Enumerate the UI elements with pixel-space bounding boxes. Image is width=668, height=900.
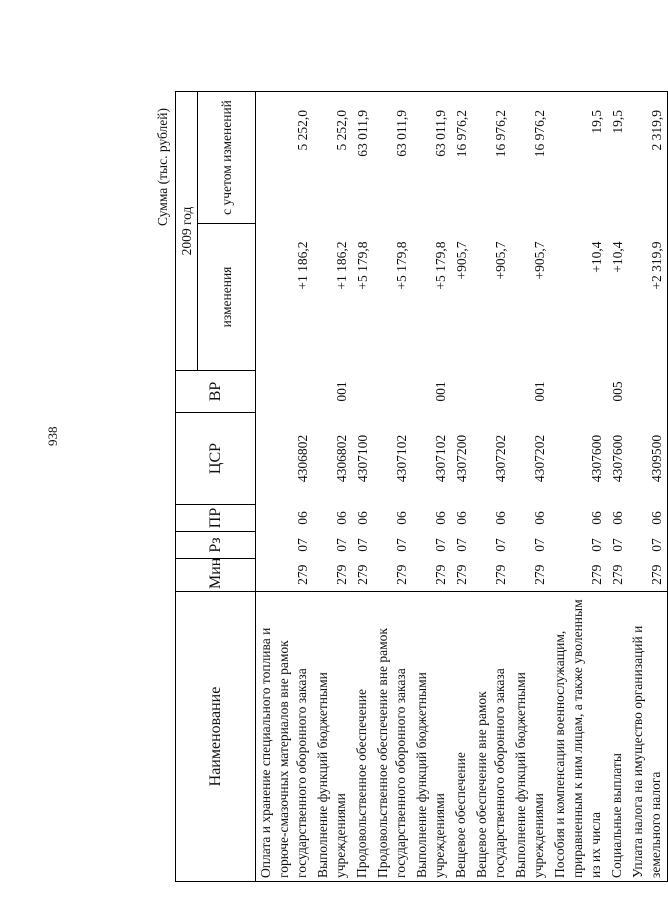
cell-total: 5 252,0 [256, 92, 314, 224]
cell-min: 279 [493, 564, 508, 585]
cell-name: Оплата и хранение специального топлива и горюче-смазочных материалов вне рамок государственного оборонного заказа [256, 592, 314, 882]
cell-rz: 07 [628, 532, 668, 559]
cell-vr: 001 [532, 381, 547, 402]
cell-name: Выполнение функций бюджетными учреждениями [511, 592, 550, 882]
header-min: Мин [176, 559, 256, 592]
cell-pr: 06 [610, 511, 625, 525]
cell-change: +905,7 [454, 241, 469, 280]
cell-rz: 07 [355, 538, 370, 552]
cell-total: 63 011,9 [412, 92, 451, 224]
cell-name: Социальные выплаты [607, 592, 628, 882]
cell-name: Пособия и компенсации военнослужащим, приравненным к ним лицам, а также уволенным из их числа [550, 592, 607, 882]
table-row [256, 92, 314, 882]
cell-rz: 07 [334, 538, 349, 552]
cell-min: 279 [454, 564, 469, 585]
cell-min: 279 [355, 564, 370, 585]
cell-total: 2 319,9 [628, 92, 668, 224]
cell-total: 19,5 [607, 92, 628, 224]
cell-pr: 06 [394, 511, 409, 525]
cell-min: 279 [628, 559, 668, 592]
cell-min: 279 [334, 564, 349, 585]
cell-rz: 07 [610, 538, 625, 552]
cell-rz: 07 [295, 538, 310, 552]
cell-csr: 4307600 [610, 434, 625, 483]
cell-min: 279 [394, 564, 409, 585]
cell-pr: 06 [355, 511, 370, 525]
cell-pr: 06 [334, 511, 349, 525]
cell-min: 279 [610, 564, 625, 585]
cell-vr [352, 371, 373, 413]
cell-vr: 001 [334, 381, 349, 402]
cell-rz: 07 [433, 538, 448, 552]
cell-total: 16 976,2 [472, 92, 511, 224]
cell-rz: 07 [589, 538, 604, 552]
cell-name: Продовольственное обеспечение вне рамок государственного оборонного заказа [373, 592, 412, 882]
cell-pr: 06 [433, 511, 448, 525]
cell-vr: 005 [610, 381, 625, 402]
table-row [412, 92, 451, 882]
cell-total: 5 252,0 [313, 92, 352, 224]
cell-change: +5 179,8 [394, 241, 409, 290]
cell-rz: 07 [454, 538, 469, 552]
header-rz: Рз [176, 532, 256, 559]
table-row [373, 92, 412, 882]
cell-pr: 06 [532, 511, 547, 525]
rotated-table-page [155, 82, 664, 882]
cell-name: Выполнение функций бюджетными учреждениями [412, 592, 451, 882]
cell-min: 279 [433, 564, 448, 585]
table-row [511, 92, 550, 882]
cell-change: +5 179,8 [433, 241, 448, 290]
table-row [628, 92, 668, 882]
cell-csr: 4307102 [433, 434, 448, 483]
cell-total: 16 976,2 [511, 92, 550, 224]
header-year: 2009 год [176, 92, 198, 371]
cell-pr: 06 [628, 505, 668, 532]
cell-csr: 4307202 [493, 434, 508, 483]
cell-total: 63 011,9 [373, 92, 412, 224]
cell-total: 19,5 [550, 92, 607, 224]
cell-total: 16 976,2 [451, 92, 472, 224]
cell-pr: 06 [493, 511, 508, 525]
cell-csr: 4306802 [334, 434, 349, 483]
cell-change: +905,7 [532, 241, 547, 280]
cell-pr: 06 [454, 511, 469, 525]
cell-csr: 4307100 [355, 434, 370, 483]
cell-name: Продовольственное обеспечение [352, 592, 373, 882]
cell-total: 63 011,9 [352, 92, 373, 224]
table-row [550, 92, 607, 882]
cell-rz: 07 [493, 538, 508, 552]
cell-vr [550, 371, 607, 413]
cell-change: +1 186,2 [295, 241, 310, 290]
cell-change: +2 319,9 [628, 224, 668, 371]
cell-name: Вещевое обеспечение вне рамок государственного оборонного заказа [472, 592, 511, 882]
cell-vr [451, 371, 472, 413]
cell-pr: 06 [589, 511, 604, 525]
cell-min: 279 [589, 564, 604, 585]
page-number: 938 [45, 426, 60, 446]
table-row [451, 92, 472, 882]
cell-vr: 001 [433, 381, 448, 402]
cell-csr: 4307600 [589, 434, 604, 483]
cell-csr: 4306802 [295, 434, 310, 483]
cell-name: Уплата налога на имущество организаций и земельного налога [628, 592, 668, 882]
table-row [472, 92, 511, 882]
header-with-changes: с учетом изменений [198, 92, 256, 224]
cell-rz: 07 [532, 538, 547, 552]
table-body [256, 92, 668, 882]
cell-csr: 4307200 [454, 434, 469, 483]
cell-min: 279 [295, 564, 310, 585]
cell-vr [256, 371, 314, 413]
cell-change: +1 186,2 [334, 241, 349, 290]
header-name: Наименование [176, 592, 256, 882]
cell-vr [472, 371, 511, 413]
header-vr: ВР [176, 371, 256, 413]
header-csr: ЦСР [176, 413, 256, 505]
cell-name: Выполнение функций бюджетными учреждениями [313, 592, 352, 882]
cell-pr: 06 [295, 511, 310, 525]
header-changes: изменения [198, 224, 256, 371]
budget-table [175, 91, 668, 882]
table-row [352, 92, 373, 882]
cell-change: +10,4 [610, 241, 625, 273]
cell-change: +10,4 [589, 241, 604, 273]
cell-change: +905,7 [493, 241, 508, 280]
cell-vr [628, 371, 668, 413]
header-pr: ПР [176, 505, 256, 532]
cell-vr [373, 371, 412, 413]
cell-min: 279 [532, 564, 547, 585]
cell-csr: 4307102 [394, 434, 409, 483]
cell-rz: 07 [394, 538, 409, 552]
table-row [607, 92, 628, 882]
cell-change: +5 179,8 [355, 241, 370, 290]
cell-csr: 4307202 [532, 434, 547, 483]
cell-csr: 4309500 [628, 413, 668, 505]
sum-caption: Сумма (тыс. рублей) [155, 108, 170, 226]
table-row [313, 92, 352, 882]
cell-name: Вещевое обеспечение [451, 592, 472, 882]
